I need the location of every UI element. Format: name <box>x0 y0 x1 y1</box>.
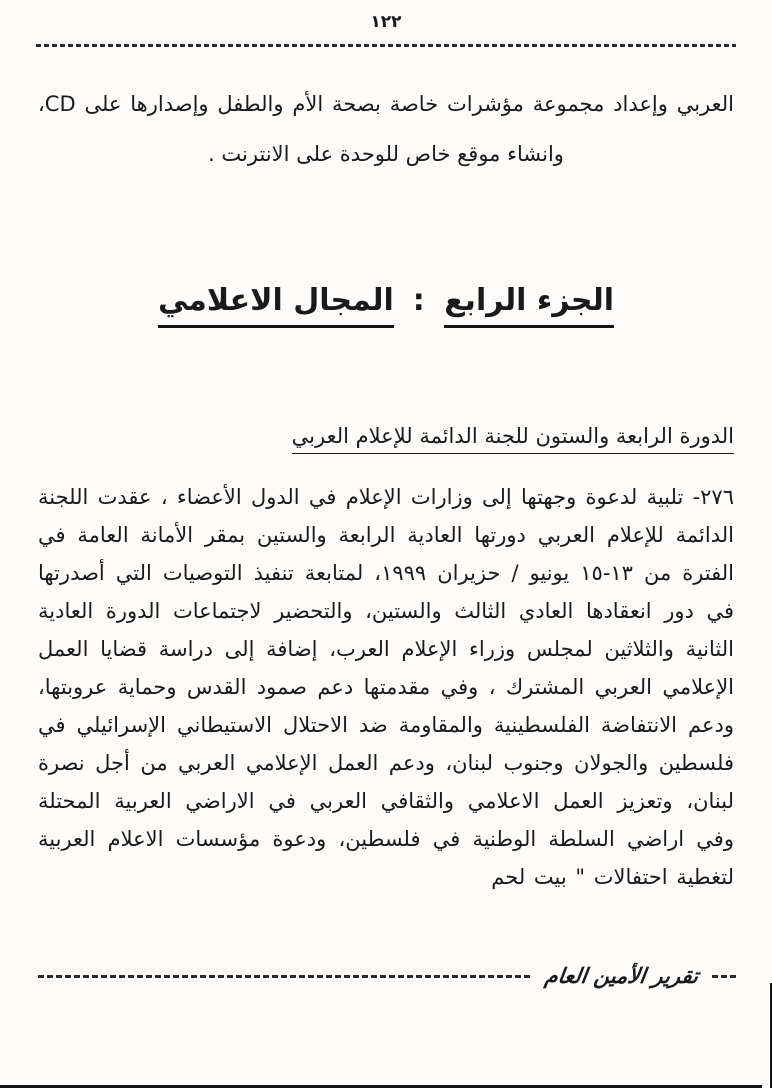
section-heading-text: الدورة الرابعة والستون للجنة الدائمة للإعلام العربي <box>292 424 734 454</box>
section-heading <box>38 424 734 454</box>
footer-divider-short <box>712 975 738 978</box>
top-divider <box>36 44 736 47</box>
main-heading-part-title: الجزء الرابع <box>444 283 614 328</box>
main-heading-subject: المجال الاعلامي <box>158 283 394 328</box>
footer-signature: تقرير الأمين العام <box>543 964 700 988</box>
main-heading-separator: : <box>412 283 426 318</box>
page-number: ١٢٢ <box>370 12 402 32</box>
footer-divider <box>38 975 531 978</box>
page-footer <box>38 964 738 988</box>
intro-line-1: العربي وإعداد مجموعة مؤشرات خاصة بصحة الأم والطفل وإصدارها على CD، <box>38 92 734 116</box>
main-heading <box>0 283 772 328</box>
body-paragraph: ٢٧٦- تلبية لدعوة وجهتها إلى وزارات الإعلام في الدول الأعضاء ، عقدت اللجنة الدائمة للإعلام العربي دورتها العادية الرابعة والستين بمقر الأمانة العامة في الفترة من ١٣-١٥ يونيو / حزيران ١٩٩٩، لمتابعة تنفيذ التوصيات التي أصدرتها في دور انعقادها العادي الثالث والستين، والتحضير لاجتماعات الدورة العادية الثانية والثلاثين لمجلس وزراء الإعلام العرب، إضافة إلى دراسة قضايا العمل الإعلامي العربي المشترك ، وفي مقدمتها دعم صمود القدس وحماية عروبتها، ودعم الانتفاضة الفلسطينية والمقاومة ضد الاحتلال الاستيطاني الإسرائيلي في فلسطين والجولان وجنوب لبنان، ودعم العمل الإعلامي العربي من أجل نصرة لبنان، وتعزيز العمل الاعلامي والثقافي العربي في الاراضي العربية المحتلة وفي اراضي السلطة الوطنية في فلسطين، ودعوة مؤسسات الاعلام العربية لتغطية احتفالات " بيت لحم <box>38 485 734 889</box>
intro-line-2: وانشاء موقع خاص للوحدة على الانترنت . <box>208 142 564 166</box>
intro-paragraph <box>38 87 734 171</box>
